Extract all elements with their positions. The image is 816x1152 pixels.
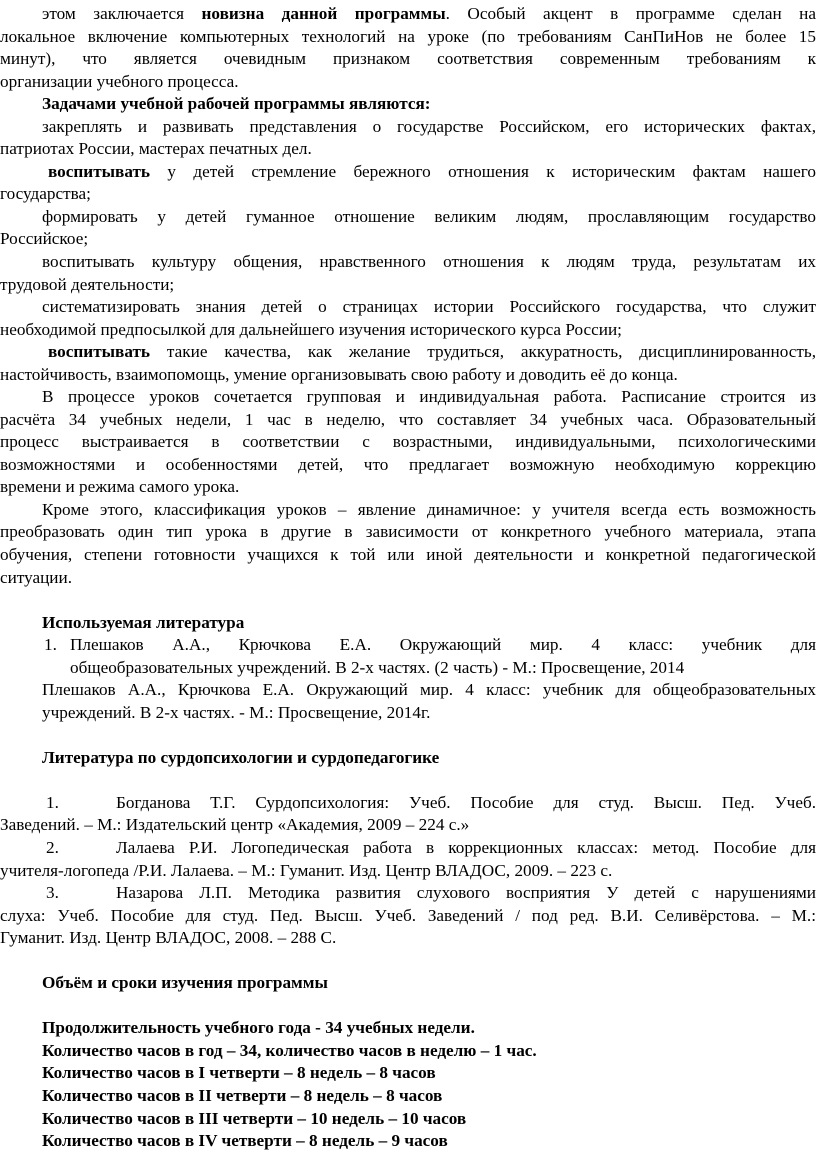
- process-p2-line-1: Кроме этого, классификация уроков – явление динамичное: у учителя всегда есть возможность: [42, 499, 816, 519]
- surdo-item-3-line-3: Гуманит. Изд. Центр ВЛАДОС, 2008. – 288 С.: [0, 928, 337, 948]
- task-6-line-2: настойчивость, взаимопомощь, умение организовывать свою работу и доводить её до конца.: [0, 364, 678, 384]
- process-p1-line-4: возможностями и особенностями детей, что предлагает возможную необходимую коррекцию: [0, 454, 816, 474]
- intro-line-3: минут), что является очевидным признаком соответствия современным требованиям к: [0, 49, 816, 69]
- literature-item-1-number: 1.: [44, 635, 57, 655]
- volume-line-3: Количество часов в I четверти – 8 недель – 8 часов: [42, 1063, 436, 1083]
- volume-line-5: Количество часов в III четверти – 10 недель – 10 часов: [42, 1108, 467, 1128]
- volume-line-1: Продолжительность учебного года - 34 учебных недели.: [42, 1018, 475, 1038]
- task-1-line-1: закреплять и развивать представления о государстве Российском, его исторических фактах,: [42, 116, 816, 136]
- literature-item-2-line-1: Плешаков А.А., Крючкова Е.А. Окружающий мир. 4 класс: учебник для общеобразовательных: [42, 680, 816, 700]
- literature-heading: Используемая литература: [42, 612, 245, 632]
- intro-novelty-bold: новизна данной программы: [201, 4, 446, 23]
- task-3-line-1: формировать у детей гуманное отношение великим людям, прославляющим государство: [42, 206, 816, 226]
- surdo-heading: Литература по сурдопсихологии и сурдопедагогике: [42, 747, 440, 767]
- intro-line-4: организации учебного процесса.: [0, 71, 239, 91]
- literature-item-1-line-1: Плешаков А.А., Крючкова Е.А. Окружающий мир. 4 класс: учебник для: [70, 635, 816, 655]
- task-4-line-2: трудовой деятельности;: [0, 274, 175, 294]
- task-1-line-2: патриотах России, мастерах печатных дел.: [0, 139, 312, 159]
- task-3-line-2: Российское;: [0, 229, 89, 249]
- intro-line-1: этом заключается новизна данной программы. Особый акцент в программе сделан на: [42, 4, 816, 23]
- task-5-line-1: систематизировать знания детей о страницах истории Российского государства, что служит: [42, 297, 816, 316]
- process-p2-line-3: обучения, степени готовности учащихся к той или иной деятельности и конкретной педагогической: [0, 545, 816, 564]
- literature-item-2-line-2: учреждений. В 2-х частях. - М.: Просвещение, 2014г.: [42, 702, 431, 722]
- process-p2-line-2: преобразовать один тип урока в другие в зависимости от конкретного учебного материала, этапа: [0, 522, 816, 542]
- volume-line-4: Количество часов в II четверти – 8 недель – 8 часов: [42, 1085, 443, 1105]
- surdo-item-2-line-1: Лалаева Р.И. Логопедическая работа в коррекционных классах: метод. Пособие для: [116, 838, 816, 857]
- literature-item-1-line-2: общеобразовательных учреждений. В 2-х частях. (2 часть) - М.: Просвещение, 2014: [70, 657, 685, 677]
- surdo-item-1-line-2: Заведений. – М.: Издательский центр «Академия, 2009 – 224 с.»: [0, 815, 470, 835]
- task-5-line-2: необходимой предпосылкой для дальнейшего изучения исторического курса России;: [0, 319, 622, 339]
- task-6-line-1: воспитывать такие качества, как желание трудиться, аккуратность, дисциплинированность,: [48, 342, 816, 362]
- task-2-line-1: воспитывать у детей стремление бережного отношения к историческим фактам нашего: [48, 161, 816, 181]
- tasks-heading: Задачами учебной рабочей программы являются:: [42, 94, 431, 114]
- task-2-line-2: государства;: [0, 184, 91, 204]
- volume-line-2: Количество часов в год – 34, количество часов в неделю – 1 час.: [42, 1040, 537, 1060]
- intro-line-2: локальное включение компьютерных технологий на уроке (по требованиям СанПиНов не более 15: [0, 26, 816, 46]
- process-p1-line-1: В процессе уроков сочетается групповая и индивидуальная работа. Расписание строится из: [42, 387, 816, 407]
- process-p2-line-4: ситуации.: [0, 567, 72, 587]
- surdo-item-2-line-2: учителя-логопеда /Р.И. Лалаева. – М.: Гуманит. Изд. Центр ВЛАДОС, 2009. – 223 с.: [0, 860, 613, 880]
- surdo-item-3-line-2: слуха: Учеб. Пособие для студ. Пед. Высш. Учеб. Заведений / под ред. В.И. Селивёрстова. – М.:: [0, 905, 816, 925]
- process-p1-line-2: расчёта 34 учебных недели, 1 час в неделю, что составляет 34 учебных часа. Образовательный: [0, 409, 816, 429]
- task-4-line-1: воспитывать культуру общения, нравственного отношения к людям труда, результатам их: [42, 251, 816, 271]
- volume-line-6: Количество часов в IV четверти – 8 недель – 9 часов: [42, 1131, 448, 1150]
- surdo-item-1-line-1: Богданова Т.Г. Сурдопсихология: Учеб. Пособие для студ. Высш. Пед. Учеб.: [116, 792, 816, 812]
- process-p1-line-5: времени и режима самого урока.: [0, 477, 240, 497]
- volume-heading: Объём и сроки изучения программы: [42, 973, 328, 993]
- surdo-item-3-number: 3.: [46, 883, 59, 903]
- process-p1-line-3: процесс выстраивается в соответствии с возрастными, индивидуальными, психологическими: [0, 432, 816, 452]
- surdo-item-1-number: 1.: [46, 792, 59, 812]
- surdo-item-2-number: 2.: [46, 838, 59, 857]
- surdo-item-3-line-1: Назарова Л.П. Методика развития слухового восприятия У детей с нарушениями: [116, 883, 816, 903]
